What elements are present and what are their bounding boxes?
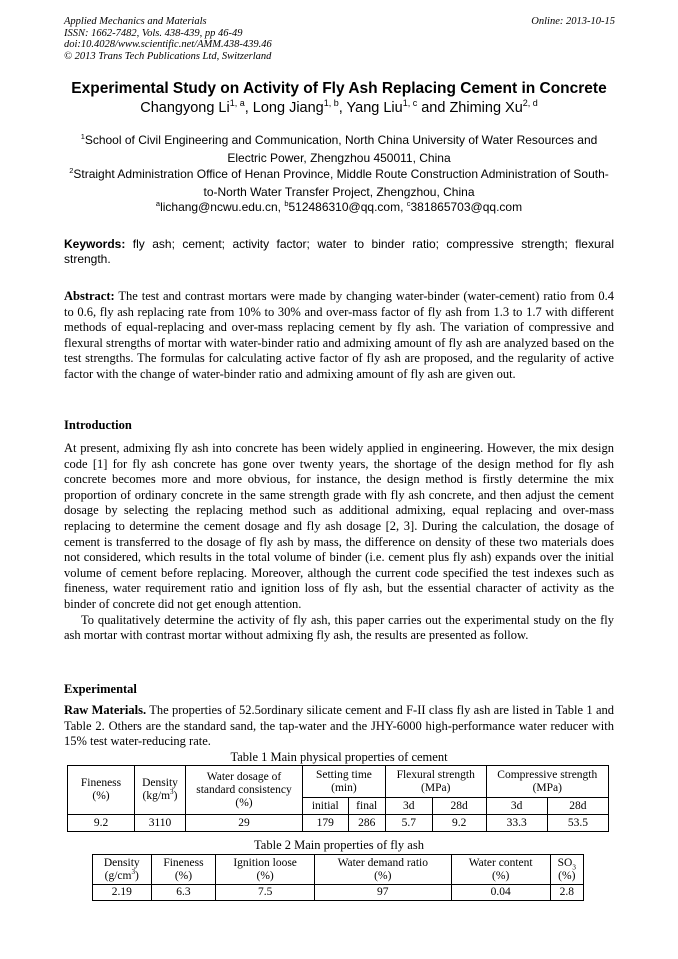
- table-header: Fineness (%): [68, 766, 135, 815]
- table-cell: 2.19: [93, 885, 152, 901]
- author-list: Changyong Li$^{1, a}$, Long Jiang$^{1, b}$, Yang Liu$^{1, c}$ and Zhiming Xu$^{2, d}$: [140, 98, 538, 116]
- table-cell: 33.3: [486, 815, 547, 832]
- section-heading-experimental: Experimental: [64, 682, 137, 696]
- paragraph: To qualitatively determine the activity of fly ash, this paper carries out the experimental study on the fly ash mortar with contrast mortar without admixing fly ash, the results are presented as follow.: [64, 612, 614, 643]
- raw-materials-label: Raw Materials.: [64, 703, 147, 717]
- affiliation-1: $^1$School of Civil Engineering and Communication, North China University of Water Resources and Electric Power, Zhengzhou 450011, China: [80, 132, 598, 165]
- table-header: Water dosage of standard consistency (%): [186, 766, 303, 815]
- author-affil: 1, c: [402, 98, 418, 109]
- affiliation-2: $^2$Straight Administration Office of Henan Province, Middle Route Construction Administration of South-to-North Water Transfer Project, Zhengzhou, China: [69, 166, 609, 199]
- table-header: Water demand ratio (%): [314, 855, 451, 885]
- section-heading-introduction: Introduction: [64, 418, 132, 432]
- keywords-text: fly ash; cement; activity factor; water to binder ratio; compressive strength; flexural strength.: [64, 237, 614, 266]
- author-affil: 2, d: [522, 98, 538, 109]
- keywords-label: Keywords:: [64, 237, 126, 251]
- table-header: 28d: [432, 798, 486, 815]
- table-cell: 2.8: [550, 885, 583, 901]
- table-header: final: [348, 798, 385, 815]
- table-cell: 0.04: [451, 885, 550, 901]
- cement-properties-table: [67, 765, 609, 832]
- online-date: Online: 2013-10-15: [531, 16, 615, 27]
- table-header: Density $(g/cm^3)$: [93, 855, 152, 885]
- paragraph: At present, admixing fly ash into concrete has been widely applied in engineering. However, the mix design code [1] for fly ash concrete has gone over twenty years, the shortage of the design method for fly ash concrete becomes more and more obvious, for instance, the design method is firstly determine the mix proportion of ordinary concrete in the same strength grade with fly ash concrete, and then adjust the cement dosage by selecting the replacing method such as additional admixing, equal replacing and over-mass replacing to determine the cement dosage and fly ash dosage [2, 3]. During the calculation, the dosage of cement is transferred to the dosage of fly ash by mass, the difference on density of these two materials does not considered, which results in the total volume of binder (i.e. cement plus fly ash) expands over the initial volume of cement before replacing. Moreover, although the current code specified the test indexes such as fineness, water requirement ratio and ignition loss of fly ash, but the essential character of activity as the binder of concrete did not get enough attention.: [64, 441, 614, 611]
- journal-header: [64, 16, 272, 62]
- fly-ash-properties-table: [92, 854, 584, 901]
- email-link[interactable]: 512486310@qq.com: [288, 200, 401, 214]
- doi: doi:10.4028/www.scientific.net/AMM.438-439.46: [64, 39, 272, 50]
- table-header: 3d: [486, 798, 547, 815]
- abstract-text: The test and contrast mortars were made by changing water-binder (water-cement) ratio from 0.4 to 0.6, fly ash replacing rate from 10% to 30% and over-mass factor of fly ash from 1.3 to 1.7 with different methods of equal-replacing and over-mass replacing cement by fly ash. The variation of compressive and flexural strengths of mortar with water-binder ratio and admixing amount of fly ash are analyzed based on the test strengths. The formulas for calculating active factor of fly ash are proposed, and the regularity of active factor with the change of water-binder ratio and admixing amount of fly ash are given out.: [64, 289, 614, 381]
- author-name: Changyong Li: [140, 100, 230, 116]
- table-header: Density $(kg/m^3)$: [135, 766, 186, 815]
- table1-caption: Table 1 Main physical properties of cement: [230, 750, 448, 764]
- table-header: Water content (%): [451, 855, 550, 885]
- author-name: Long Jiang: [252, 100, 324, 116]
- table-cell: 97: [314, 885, 451, 901]
- table-cell: 9.2: [68, 815, 135, 832]
- paper-title: Experimental Study on Activity of Fly Ash Replacing Cement in Concrete: [71, 80, 607, 97]
- table-cell: 7.5: [216, 885, 314, 901]
- table-header: Setting time (min): [303, 766, 386, 798]
- table-header: Ignition loose (%): [216, 855, 314, 885]
- author-affil: 1, b: [323, 98, 339, 109]
- table-row: [68, 815, 609, 832]
- author-affil: 1, a: [229, 98, 245, 109]
- abstract: [64, 289, 614, 383]
- table-cell: 29: [186, 815, 303, 832]
- table-header: Flexural strength (MPa): [385, 766, 486, 798]
- table-cell: 6.3: [151, 885, 216, 901]
- introduction-body: [64, 441, 614, 644]
- table-cell: 5.7: [385, 815, 432, 832]
- table-header: 28d: [547, 798, 608, 815]
- journal-name: Applied Mechanics and Materials: [64, 16, 207, 27]
- email-link[interactable]: lichang@ncwu.edu.cn: [160, 200, 278, 214]
- table-header: Compressive strength (MPa): [486, 766, 608, 798]
- author-name: Yang Liu: [346, 100, 403, 116]
- table2-caption: Table 2 Main properties of fly ash: [254, 838, 424, 852]
- table-header: 3d: [385, 798, 432, 815]
- table-cell: 179: [303, 815, 349, 832]
- table-cell: 286: [348, 815, 385, 832]
- author-name: Zhiming Xu: [449, 100, 523, 116]
- keywords: [64, 237, 614, 267]
- abstract-label: Abstract:: [64, 289, 115, 303]
- issn: ISSN: 1662-7482, Vols. 438-439, pp 46-49: [64, 27, 243, 39]
- table-cell: 9.2: [432, 815, 486, 832]
- table-cell: 3110: [135, 815, 186, 832]
- raw-materials-paragraph: Raw Materials. The properties of 52.5ordinary silicate cement and F-II class fly ash are listed in Table 1 and Table 2. Others are the standard sand, the tap-water and the JHY-6000 high-performance water reducer with 15% test water-reducing rate.: [64, 703, 615, 749]
- table-header: $SO_3$ (%): [550, 855, 583, 885]
- copyright: © 2013 Trans Tech Publications Ltd, Switzerland: [64, 50, 272, 62]
- table-header: Fineness (%): [151, 855, 216, 885]
- author-emails: $^a$lichang@ncwu.edu.cn, $^b$512486310@qq.com, $^c$381865703@qq.com: [155, 199, 523, 214]
- table-cell: 53.5: [547, 815, 608, 832]
- table-header: initial: [303, 798, 349, 815]
- table-row: [93, 885, 584, 901]
- email-link[interactable]: 381865703@qq.com: [410, 200, 523, 214]
